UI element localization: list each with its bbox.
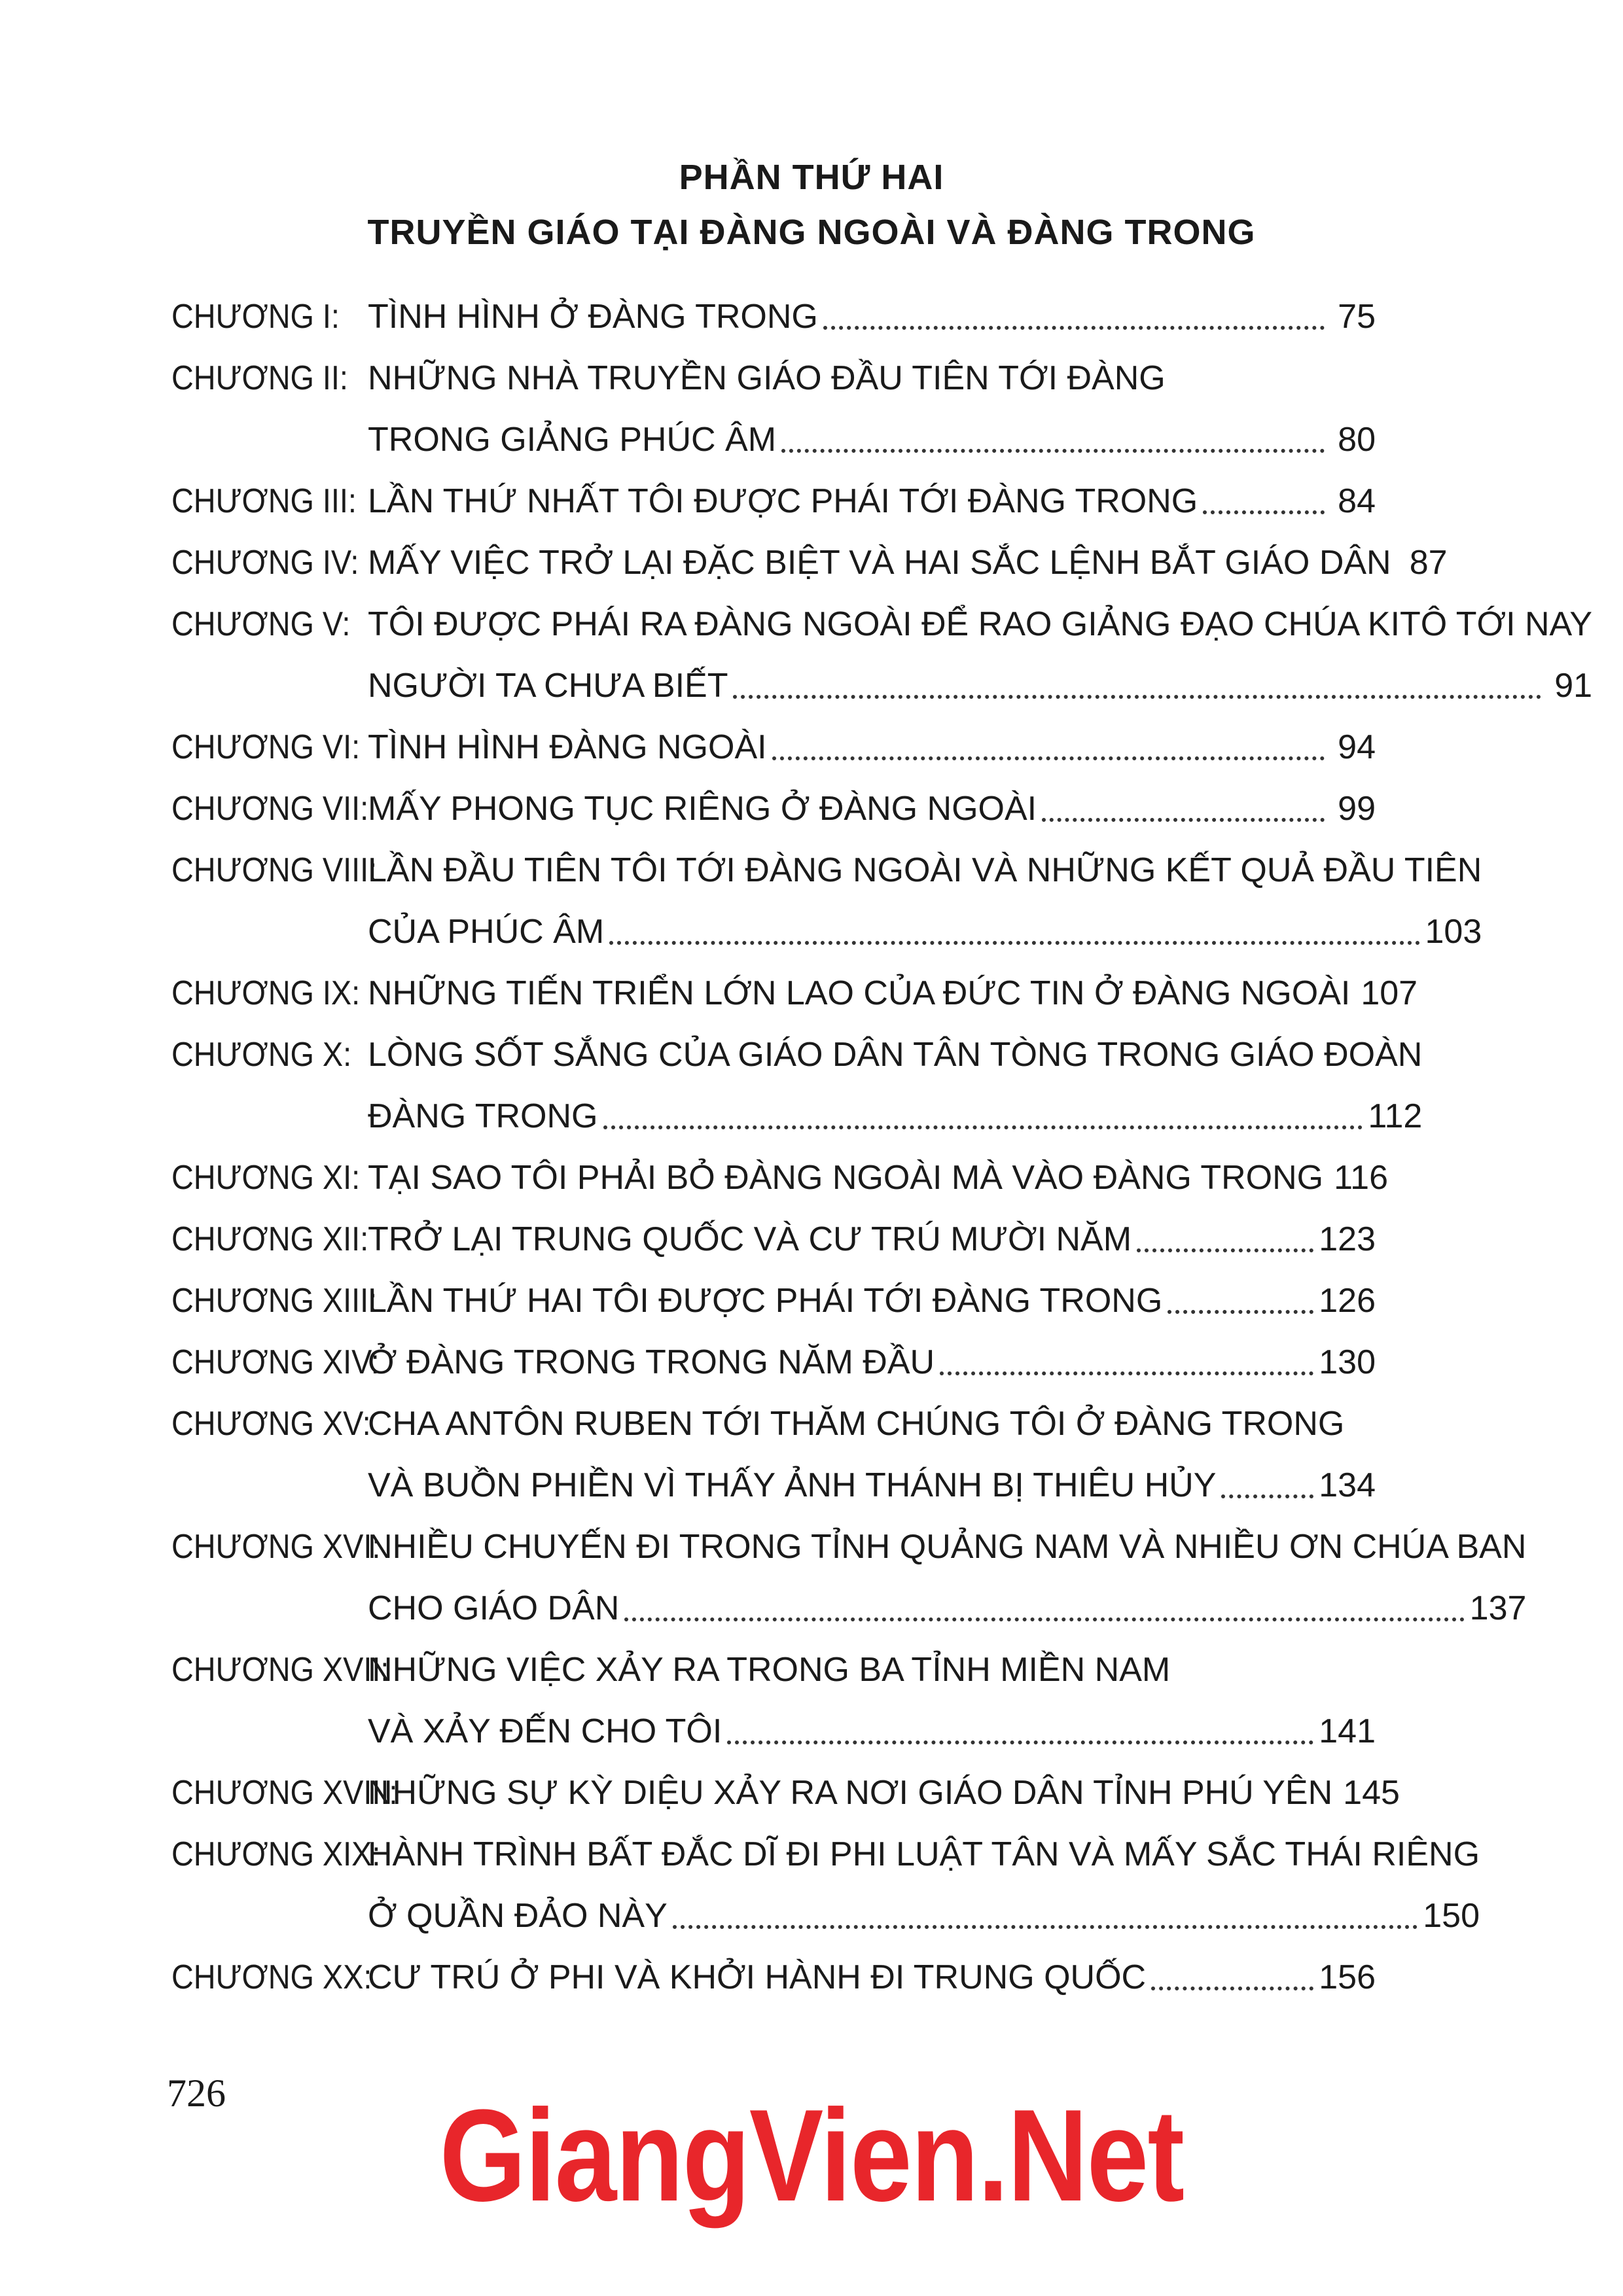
chapter-page-number: 103 [1425,913,1482,951]
chapter-title-block [368,1525,1526,1631]
chapter-title-line [368,356,1376,400]
dot-leader [1042,818,1325,822]
chapter-label: CHƯƠNG XVI: [171,1528,381,1566]
toc-entry [171,786,1376,831]
chapter-label: CHƯƠNG II: [171,359,348,397]
chapter-title-line [368,1094,1422,1139]
chapter-page-number: 156 [1319,1958,1376,1996]
chapter-label: CHƯƠNG IX: [171,974,361,1012]
chapter-title: NHỮNG VIỆC XẢY RA TRONG BA TỈNH MIỀN NAM [368,1651,1171,1689]
chapter-page-number: 126 [1319,1282,1376,1320]
chapter-title-line [368,663,1592,708]
chapter-title: TÌNH HÌNH ĐÀNG NGOÀI [368,728,767,766]
chapter-page-number: 141 [1319,1712,1376,1750]
chapter-label: CHƯƠNG XX: [171,1958,372,1996]
chapter-page-number: 107 [1361,974,1418,1012]
chapter-page-number: 150 [1423,1897,1480,1935]
chapter-title-line [368,1463,1376,1508]
chapter-title-block [368,971,1418,1016]
chapter-title: CHO GIÁO DÂN [368,1589,620,1627]
chapter-label: CHƯƠNG XIII: [171,1282,378,1320]
chapter-title-block [368,1648,1376,1754]
dot-leader [733,695,1541,699]
toc-entry [171,1832,1480,1938]
chapter-title: LÒNG SỐT SẮNG CỦA GIÁO DÂN TÂN TÒNG TRONG GIÁO ĐOÀN [368,1036,1423,1074]
chapter-title: VÀ XẢY ĐẾN CHO TÔI [368,1712,722,1750]
chapter-label: CHƯƠNG VII: [171,790,369,828]
chapter-title: CHA ANTÔN RUBEN TỚI THĂM CHÚNG TÔI Ở ĐÀNG TRONG [368,1405,1345,1443]
toc-entry [171,1156,1388,1200]
chapter-title-block [368,479,1376,523]
chapter-label: CHƯƠNG X: [171,1036,352,1074]
chapter-title: LẦN THỨ NHẤT TÔI ĐƯỢC PHÁI TỚI ĐÀNG TRONG [368,482,1198,520]
chapter-title-line [368,910,1482,954]
chapter-title-line [368,479,1376,523]
chapter-title-block [368,602,1592,708]
chapter-title: NHIỀU CHUYẾN ĐI TRONG TỈNH QUẢNG NAM VÀ NHIỀU ƠN CHÚA BAN [368,1528,1527,1566]
chapter-title-line [368,417,1376,462]
chapter-title-block [368,1217,1376,1262]
chapter-title: NGƯỜI TA CHƯA BIẾT [368,667,728,705]
chapter-title-line [368,1894,1480,1938]
chapter-title-line [368,1955,1376,2000]
chapter-title-block [368,1955,1376,2000]
chapter-title-block [368,1402,1376,1508]
chapter-title-line [368,725,1376,769]
chapter-title-line [368,1033,1422,1077]
chapter-label: CHƯƠNG VI: [171,728,361,766]
toc-entry [171,1771,1400,1815]
part-title: PHẦN THỨ HAI [679,158,944,197]
chapter-title-line [368,540,1448,585]
toc-entry [171,971,1418,1016]
chapter-title: Ở ĐÀNG TRONG TRONG NĂM ĐẦU [368,1343,935,1381]
dot-leader [673,1925,1418,1929]
chapter-title-line [368,1156,1388,1200]
chapter-label: CHƯƠNG IV: [171,544,359,582]
chapter-page-number: 112 [1368,1097,1423,1135]
chapter-title-line [368,1525,1526,1569]
toc-entry [171,1340,1376,1385]
chapter-title: NHỮNG NHÀ TRUYỀN GIÁO ĐẦU TIÊN TỚI ĐÀNG [368,359,1166,397]
chapter-title: NHỮNG SỰ KỲ DIỆU XẢY RA NƠI GIÁO DÂN TỈNH PHÚ YÊN [368,1774,1333,1812]
chapter-label: CHƯƠNG XVII: [171,1651,389,1689]
chapter-label: CHƯƠNG XIX: [171,1835,381,1873]
chapter-title-block [368,540,1448,585]
chapter-title-block [368,356,1376,462]
toc-entry [171,1402,1376,1508]
chapter-title: CƯ TRÚ Ở PHI VÀ KHỞI HÀNH ĐI TRUNG QUỐC [368,1958,1147,1996]
dot-leader [624,1617,1464,1621]
chapter-label: CHƯƠNG VIII: [171,851,378,889]
dot-leader [781,449,1325,453]
dot-leader [1168,1310,1313,1314]
chapter-label: CHƯƠNG XIV: [171,1343,380,1381]
chapter-label: CHƯƠNG XV: [171,1405,371,1443]
chapter-title: LẦN THỨ HAI TÔI ĐƯỢC PHÁI TỚI ĐÀNG TRONG [368,1282,1163,1320]
chapter-title: VÀ BUỒN PHIỀN VÌ THẤY ẢNH THÁNH BỊ THIÊU HỦY [368,1466,1217,1504]
page-number: 726 [167,2072,226,2115]
chapter-title-line [368,1402,1376,1446]
toc-entry [171,1955,1376,2000]
chapter-title-line [368,602,1592,646]
chapter-title-line [368,848,1482,892]
chapter-page-number: 94 [1338,728,1376,766]
chapter-title-block [368,1156,1388,1200]
chapter-title: TÌNH HÌNH Ở ĐÀNG TRONG [368,298,818,336]
chapter-page-number: 130 [1319,1343,1376,1381]
chapter-label: CHƯƠNG V: [171,605,351,643]
chapter-label: CHƯƠNG XII: [171,1220,369,1258]
chapter-page-number: 84 [1338,482,1376,520]
chapter-title-block [368,1279,1376,1323]
chapter-title: MẤY VIỆC TRỞ LẠI ĐẶC BIỆT VÀ HAI SẮC LỆNH BẮT GIÁO DÂN [368,544,1391,582]
toc-entry [171,479,1376,523]
chapter-title-block [368,1340,1376,1385]
dot-leader [1221,1494,1313,1498]
chapter-page-number: 134 [1319,1466,1376,1504]
chapter-page-number: 137 [1469,1589,1527,1627]
chapter-page-number: 91 [1554,667,1593,705]
dot-leader [823,326,1325,330]
toc-entry [171,1525,1527,1631]
dot-leader [1203,510,1325,514]
chapter-title-line [368,971,1418,1016]
chapter-title: NHỮNG TIẾN TRIỂN LỚN LAO CỦA ĐỨC TIN Ở ĐÀNG NGOÀI [368,974,1351,1012]
toc-entry [171,356,1376,462]
chapter-title-line [368,1340,1376,1385]
chapter-title-line [368,1832,1480,1877]
chapter-page-number: 116 [1334,1159,1388,1197]
chapter-title-block [368,1771,1400,1815]
chapter-title-block [368,294,1376,339]
toc-entry [171,602,1593,708]
chapter-title: TRỞ LẠI TRUNG QUỐC VÀ CƯ TRÚ MƯỜI NĂM [368,1220,1132,1258]
chapter-page-number: 87 [1409,544,1448,582]
toc-entry [171,1217,1376,1262]
chapter-title-line [368,786,1376,831]
toc-entry [171,294,1376,339]
chapter-title-block [368,786,1376,831]
chapter-label: CHƯƠNG XI: [171,1159,361,1197]
chapter-page-number: 123 [1319,1220,1376,1258]
toc-entry [171,1648,1376,1754]
chapter-title: MẤY PHONG TỤC RIÊNG Ở ĐÀNG NGOÀI [368,790,1037,828]
chapter-title: ĐÀNG TRONG [368,1097,598,1135]
chapter-title: Ở QUẦN ĐẢO NÀY [368,1897,668,1935]
toc-entry [171,540,1448,585]
dot-leader [603,1125,1363,1129]
chapter-title-block [368,1033,1422,1139]
chapter-title-line [368,1771,1400,1815]
chapter-title-line [368,1586,1526,1631]
chapter-page-number: 80 [1338,421,1376,459]
dot-leader [940,1371,1313,1375]
dot-leader [609,941,1419,945]
chapter-title-line [368,294,1376,339]
toc-entry [171,848,1482,954]
dot-leader [1151,1987,1313,1990]
chapter-page-number: 145 [1343,1774,1400,1812]
chapter-label: CHƯƠNG XVIII: [171,1774,398,1812]
chapter-page-number: 99 [1338,790,1376,828]
dot-leader [727,1740,1313,1744]
chapter-title: TÔI ĐƯỢC PHÁI RA ĐÀNG NGOÀI ĐỂ RAO GIẢNG ĐẠO CHÚA KITÔ TỚI NAY [368,605,1593,643]
chapter-title-line [368,1279,1376,1323]
chapter-title: TRONG GIẢNG PHÚC ÂM [368,421,777,459]
table-of-contents [171,294,1593,2017]
chapter-title: LẦN ĐẦU TIÊN TÔI TỚI ĐÀNG NGOÀI VÀ NHỮNG KẾT QUẢ ĐẦU TIÊN [368,851,1482,889]
dot-leader [1137,1248,1313,1252]
chapter-title-line [368,1648,1376,1692]
dot-leader [772,756,1325,760]
part-subtitle: TRUYỀN GIÁO TẠI ĐÀNG NGOÀI VÀ ĐÀNG TRONG [367,213,1256,252]
toc-entry [171,725,1376,769]
chapter-label: CHƯƠNG III: [171,482,357,520]
chapter-title-block [368,725,1376,769]
chapter-title-line [368,1217,1376,1262]
toc-entry [171,1279,1376,1323]
chapter-title: CỦA PHÚC ÂM [368,913,605,951]
chapter-page-number: 75 [1338,298,1376,336]
chapter-title-line [368,1709,1376,1754]
chapter-title: HÀNH TRÌNH BẤT ĐẮC DĨ ĐI PHI LUẬT TÂN VÀ MẤY SẮC THÁI RIÊNG [368,1835,1480,1873]
toc-entry [171,1033,1423,1139]
chapter-title-block [368,848,1482,954]
chapter-label: CHƯƠNG I: [171,298,340,336]
chapter-title: TẠI SAO TÔI PHẢI BỎ ĐÀNG NGOÀI MÀ VÀO ĐÀNG TRONG [368,1159,1324,1197]
chapter-title-block [368,1832,1480,1938]
watermark: GiangVien.Net [439,2083,1184,2229]
